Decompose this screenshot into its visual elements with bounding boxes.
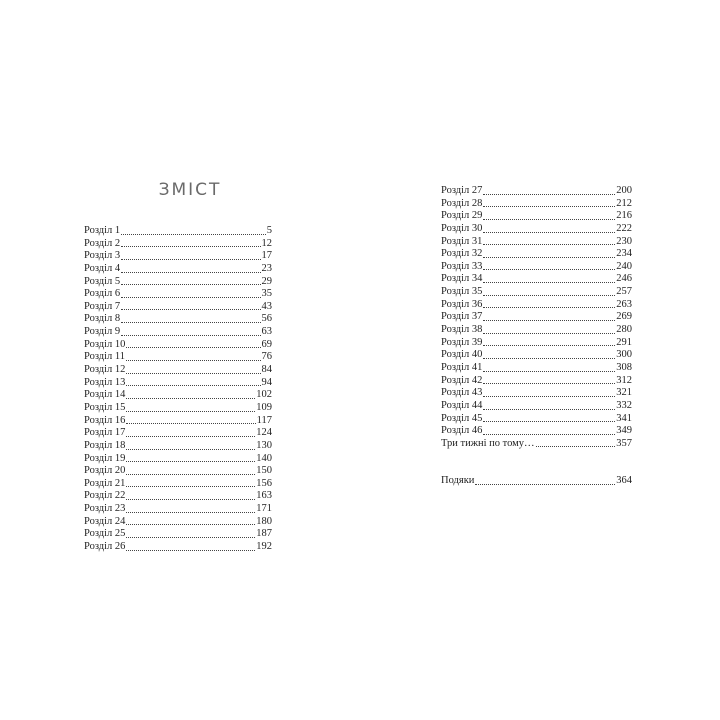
- toc-entry-label: Розділ 31: [441, 235, 483, 247]
- toc-entry-label: Розділ 33: [441, 260, 483, 272]
- toc-entry: [84, 326, 272, 339]
- toc-entry: [84, 528, 272, 541]
- dot-leader: [483, 231, 615, 233]
- dot-leader: [126, 523, 255, 525]
- toc-entry-label: Розділ 43: [441, 387, 483, 399]
- toc-entry-label: Розділ 19: [84, 452, 126, 464]
- toc-entry: [84, 402, 272, 415]
- toc-entry-page: 43: [261, 300, 272, 312]
- toc-entry: [84, 478, 272, 491]
- toc-entry-page: 357: [616, 437, 632, 449]
- toc-entry: [441, 387, 632, 400]
- toc-entry-label: Розділ 17: [84, 427, 126, 439]
- toc-entry: [84, 503, 272, 516]
- toc-entry-page: 140: [256, 452, 272, 464]
- dot-leader: [126, 498, 255, 500]
- toc-entry-page: 117: [256, 414, 272, 426]
- dot-leader: [126, 397, 255, 399]
- toc-entry-label: Розділ 4: [84, 262, 121, 274]
- toc-entry-page: 341: [616, 412, 632, 424]
- toc-entry-page: 23: [261, 262, 272, 274]
- toc-entry-page: 364: [616, 475, 632, 487]
- toc-entry-page: 300: [616, 349, 632, 361]
- dot-leader: [121, 258, 260, 260]
- toc-title: ЗМІСТ: [158, 180, 222, 200]
- toc-entry-page: 163: [256, 490, 272, 502]
- toc-entry-label: Розділ 41: [441, 361, 483, 373]
- toc-entry-page: 240: [616, 260, 632, 272]
- toc-entry-page: 94: [261, 376, 272, 388]
- dot-leader: [121, 233, 266, 235]
- toc-entry-label: Розділ 12: [84, 364, 126, 376]
- toc-entry-page: 180: [256, 515, 272, 527]
- toc-entry: [441, 375, 632, 388]
- toc-entry-page: 257: [616, 286, 632, 298]
- toc-entry-page: 263: [616, 298, 632, 310]
- toc-entry-page: 312: [616, 374, 632, 386]
- toc-entry-page: 156: [256, 477, 272, 489]
- toc-entry-label: Розділ 9: [84, 326, 121, 338]
- toc-entry: [84, 364, 272, 377]
- dot-leader: [126, 359, 260, 361]
- toc-entry-page: 246: [616, 273, 632, 285]
- toc-entry-label: Розділ 28: [441, 197, 483, 209]
- toc-entry-label: Розділ 32: [441, 248, 483, 260]
- toc-entry-page: 69: [261, 338, 272, 350]
- toc-entry-page: 84: [261, 364, 272, 376]
- toc-entry-page: 109: [256, 401, 272, 413]
- toc-entry-page: 234: [616, 248, 632, 260]
- toc-entry: [441, 324, 632, 337]
- toc-entry-label: Розділ 24: [84, 515, 126, 527]
- toc-entry: [84, 238, 272, 251]
- toc-left-column: [84, 225, 272, 554]
- dot-leader: [121, 334, 260, 336]
- dot-leader: [483, 357, 615, 359]
- toc-entry-page: 102: [256, 389, 272, 401]
- toc-entry-page: 150: [256, 465, 272, 477]
- toc-entry: [84, 301, 272, 314]
- dot-leader: [121, 296, 260, 298]
- toc-right-column: [441, 185, 632, 488]
- dot-leader: [126, 384, 260, 386]
- toc-entry: [441, 185, 632, 198]
- toc-entry-label: Розділ 5: [84, 275, 121, 287]
- toc-entry: [84, 415, 272, 428]
- toc-entry-label: Розділ 35: [441, 286, 483, 298]
- toc-entry: [441, 438, 632, 451]
- toc-entry: [84, 453, 272, 466]
- dot-leader: [483, 281, 615, 283]
- dot-leader: [126, 549, 255, 551]
- toc-entry: [441, 425, 632, 438]
- toc-entry: [441, 413, 632, 426]
- dot-leader: [126, 410, 255, 412]
- toc-entry-label: Розділ 10: [84, 338, 126, 350]
- toc-entry-label: Розділ 36: [441, 298, 483, 310]
- toc-entry: [441, 311, 632, 324]
- toc-entry-label: Розділ 18: [84, 439, 126, 451]
- toc-entry-page: 187: [256, 528, 272, 540]
- toc-entry-label: Розділ 25: [84, 528, 126, 540]
- dot-leader: [126, 473, 255, 475]
- toc-entry-label: Розділ 26: [84, 541, 126, 553]
- toc-entry-label: Розділ 44: [441, 399, 483, 411]
- toc-entry-page: 12: [261, 237, 272, 249]
- toc-entry-page: 35: [261, 288, 272, 300]
- toc-entry: [84, 263, 272, 276]
- toc-entry-label: Розділ 34: [441, 273, 483, 285]
- dot-leader: [536, 445, 616, 447]
- toc-entry-page: 130: [256, 439, 272, 451]
- toc-entry: [441, 337, 632, 350]
- toc-entry-page: 269: [616, 311, 632, 323]
- toc-entry-page: 308: [616, 361, 632, 373]
- toc-entry-label: Розділ 1: [84, 225, 121, 236]
- dot-leader: [126, 536, 255, 538]
- dot-leader: [483, 205, 615, 207]
- toc-entry-label: Розділ 3: [84, 250, 121, 262]
- toc-entry-label: Розділ 7: [84, 300, 121, 312]
- dot-leader: [483, 420, 615, 422]
- toc-entry-page: 124: [256, 427, 272, 439]
- toc-entry-page: 230: [616, 235, 632, 247]
- toc-entry: [84, 389, 272, 402]
- dot-leader: [483, 433, 615, 435]
- toc-entry: [84, 516, 272, 529]
- toc-entry-page: 200: [616, 185, 632, 196]
- dot-leader: [483, 370, 615, 372]
- toc-entry: [84, 465, 272, 478]
- dot-leader: [126, 346, 260, 348]
- dot-leader: [483, 319, 615, 321]
- toc-entry-label: Три тижні по тому…: [441, 437, 535, 449]
- toc-entry-label: Розділ 23: [84, 503, 126, 515]
- dot-leader: [121, 271, 260, 273]
- toc-entry-page: 192: [256, 541, 272, 553]
- toc-entry-label: Розділ 8: [84, 313, 121, 325]
- toc-entry-label: Розділ 20: [84, 465, 126, 477]
- toc-entry-page: 56: [261, 313, 272, 325]
- dot-leader: [483, 408, 615, 410]
- dot-leader: [126, 435, 255, 437]
- section-gap: [441, 450, 632, 475]
- dot-leader: [483, 218, 615, 220]
- toc-entry: [84, 541, 272, 554]
- dot-leader: [121, 308, 260, 310]
- dot-leader: [126, 460, 255, 462]
- toc-entry: [441, 475, 632, 488]
- toc-entry: [441, 236, 632, 249]
- dot-leader: [483, 294, 615, 296]
- toc-entry-label: Розділ 45: [441, 412, 483, 424]
- toc-entry-label: Розділ 14: [84, 389, 126, 401]
- dot-leader: [483, 306, 615, 308]
- toc-entry-page: 76: [261, 351, 272, 363]
- toc-entry-label: Розділ 13: [84, 376, 126, 388]
- toc-entry-page: 5: [266, 225, 272, 236]
- toc-entry-page: 332: [616, 399, 632, 411]
- dot-leader: [483, 332, 615, 334]
- dot-leader: [483, 268, 615, 270]
- toc-entry-page: 280: [616, 324, 632, 336]
- toc-entry-label: Розділ 39: [441, 336, 483, 348]
- toc-entry-page: 29: [261, 275, 272, 287]
- toc-entry-page: 171: [256, 503, 272, 515]
- dot-leader: [126, 372, 260, 374]
- dot-leader: [126, 422, 255, 424]
- toc-entry-page: 291: [616, 336, 632, 348]
- toc-entry: [441, 362, 632, 375]
- toc-entry: [441, 286, 632, 299]
- toc-entry-label: Розділ 29: [441, 210, 483, 222]
- dot-leader: [483, 243, 615, 245]
- toc-entry-page: 222: [616, 222, 632, 234]
- toc-entry-page: 349: [616, 425, 632, 437]
- toc-entry-label: Розділ 16: [84, 414, 126, 426]
- toc-entry: [84, 276, 272, 289]
- toc-entry-label: Розділ 30: [441, 222, 483, 234]
- toc-entry: [441, 349, 632, 362]
- toc-entry: [441, 400, 632, 413]
- dot-leader: [483, 382, 615, 384]
- toc-entry-label: Розділ 27: [441, 185, 483, 196]
- toc-entry: [84, 377, 272, 390]
- toc-entry-label: Розділ 46: [441, 425, 483, 437]
- dot-leader: [483, 256, 615, 258]
- dot-leader: [126, 511, 255, 513]
- toc-entry-label: Розділ 2: [84, 237, 121, 249]
- toc-entry: [84, 339, 272, 352]
- toc-entry-page: 321: [616, 387, 632, 399]
- dot-leader: [121, 245, 260, 247]
- toc-entry-label: Розділ 37: [441, 311, 483, 323]
- toc-entry-label: Розділ 21: [84, 477, 126, 489]
- toc-entry: [84, 225, 272, 238]
- dot-leader: [126, 448, 255, 450]
- toc-entry: [84, 250, 272, 263]
- toc-entry-page: 63: [261, 326, 272, 338]
- dot-leader: [483, 395, 615, 397]
- toc-entry: [441, 223, 632, 236]
- toc-entry: [84, 490, 272, 503]
- toc-entry-label: Розділ 15: [84, 401, 126, 413]
- toc-entry: [441, 261, 632, 274]
- toc-entry: [441, 198, 632, 211]
- toc-entry: [84, 351, 272, 364]
- toc-entry: [441, 210, 632, 223]
- toc-entry-label: Розділ 38: [441, 324, 483, 336]
- toc-entry: [441, 248, 632, 261]
- toc-entry: [441, 273, 632, 286]
- toc-entry-label: Розділ 42: [441, 374, 483, 386]
- dot-leader: [483, 344, 615, 346]
- toc-entry-label: Подяки: [441, 475, 475, 487]
- toc-entry: [84, 440, 272, 453]
- toc-entry-page: 216: [616, 210, 632, 222]
- toc-entry: [84, 427, 272, 440]
- toc-entry-label: Розділ 6: [84, 288, 121, 300]
- toc-entry: [84, 313, 272, 326]
- dot-leader: [121, 283, 260, 285]
- toc-entry-label: Розділ 22: [84, 490, 126, 502]
- toc-entry-label: Розділ 40: [441, 349, 483, 361]
- dot-leader: [475, 483, 615, 485]
- toc-entry: [441, 299, 632, 312]
- dot-leader: [126, 485, 255, 487]
- toc-entry-page: 212: [616, 197, 632, 209]
- dot-leader: [483, 193, 615, 195]
- toc-entry-label: Розділ 11: [84, 351, 126, 363]
- toc-entry-page: 17: [261, 250, 272, 262]
- toc-entry: [84, 288, 272, 301]
- dot-leader: [121, 321, 260, 323]
